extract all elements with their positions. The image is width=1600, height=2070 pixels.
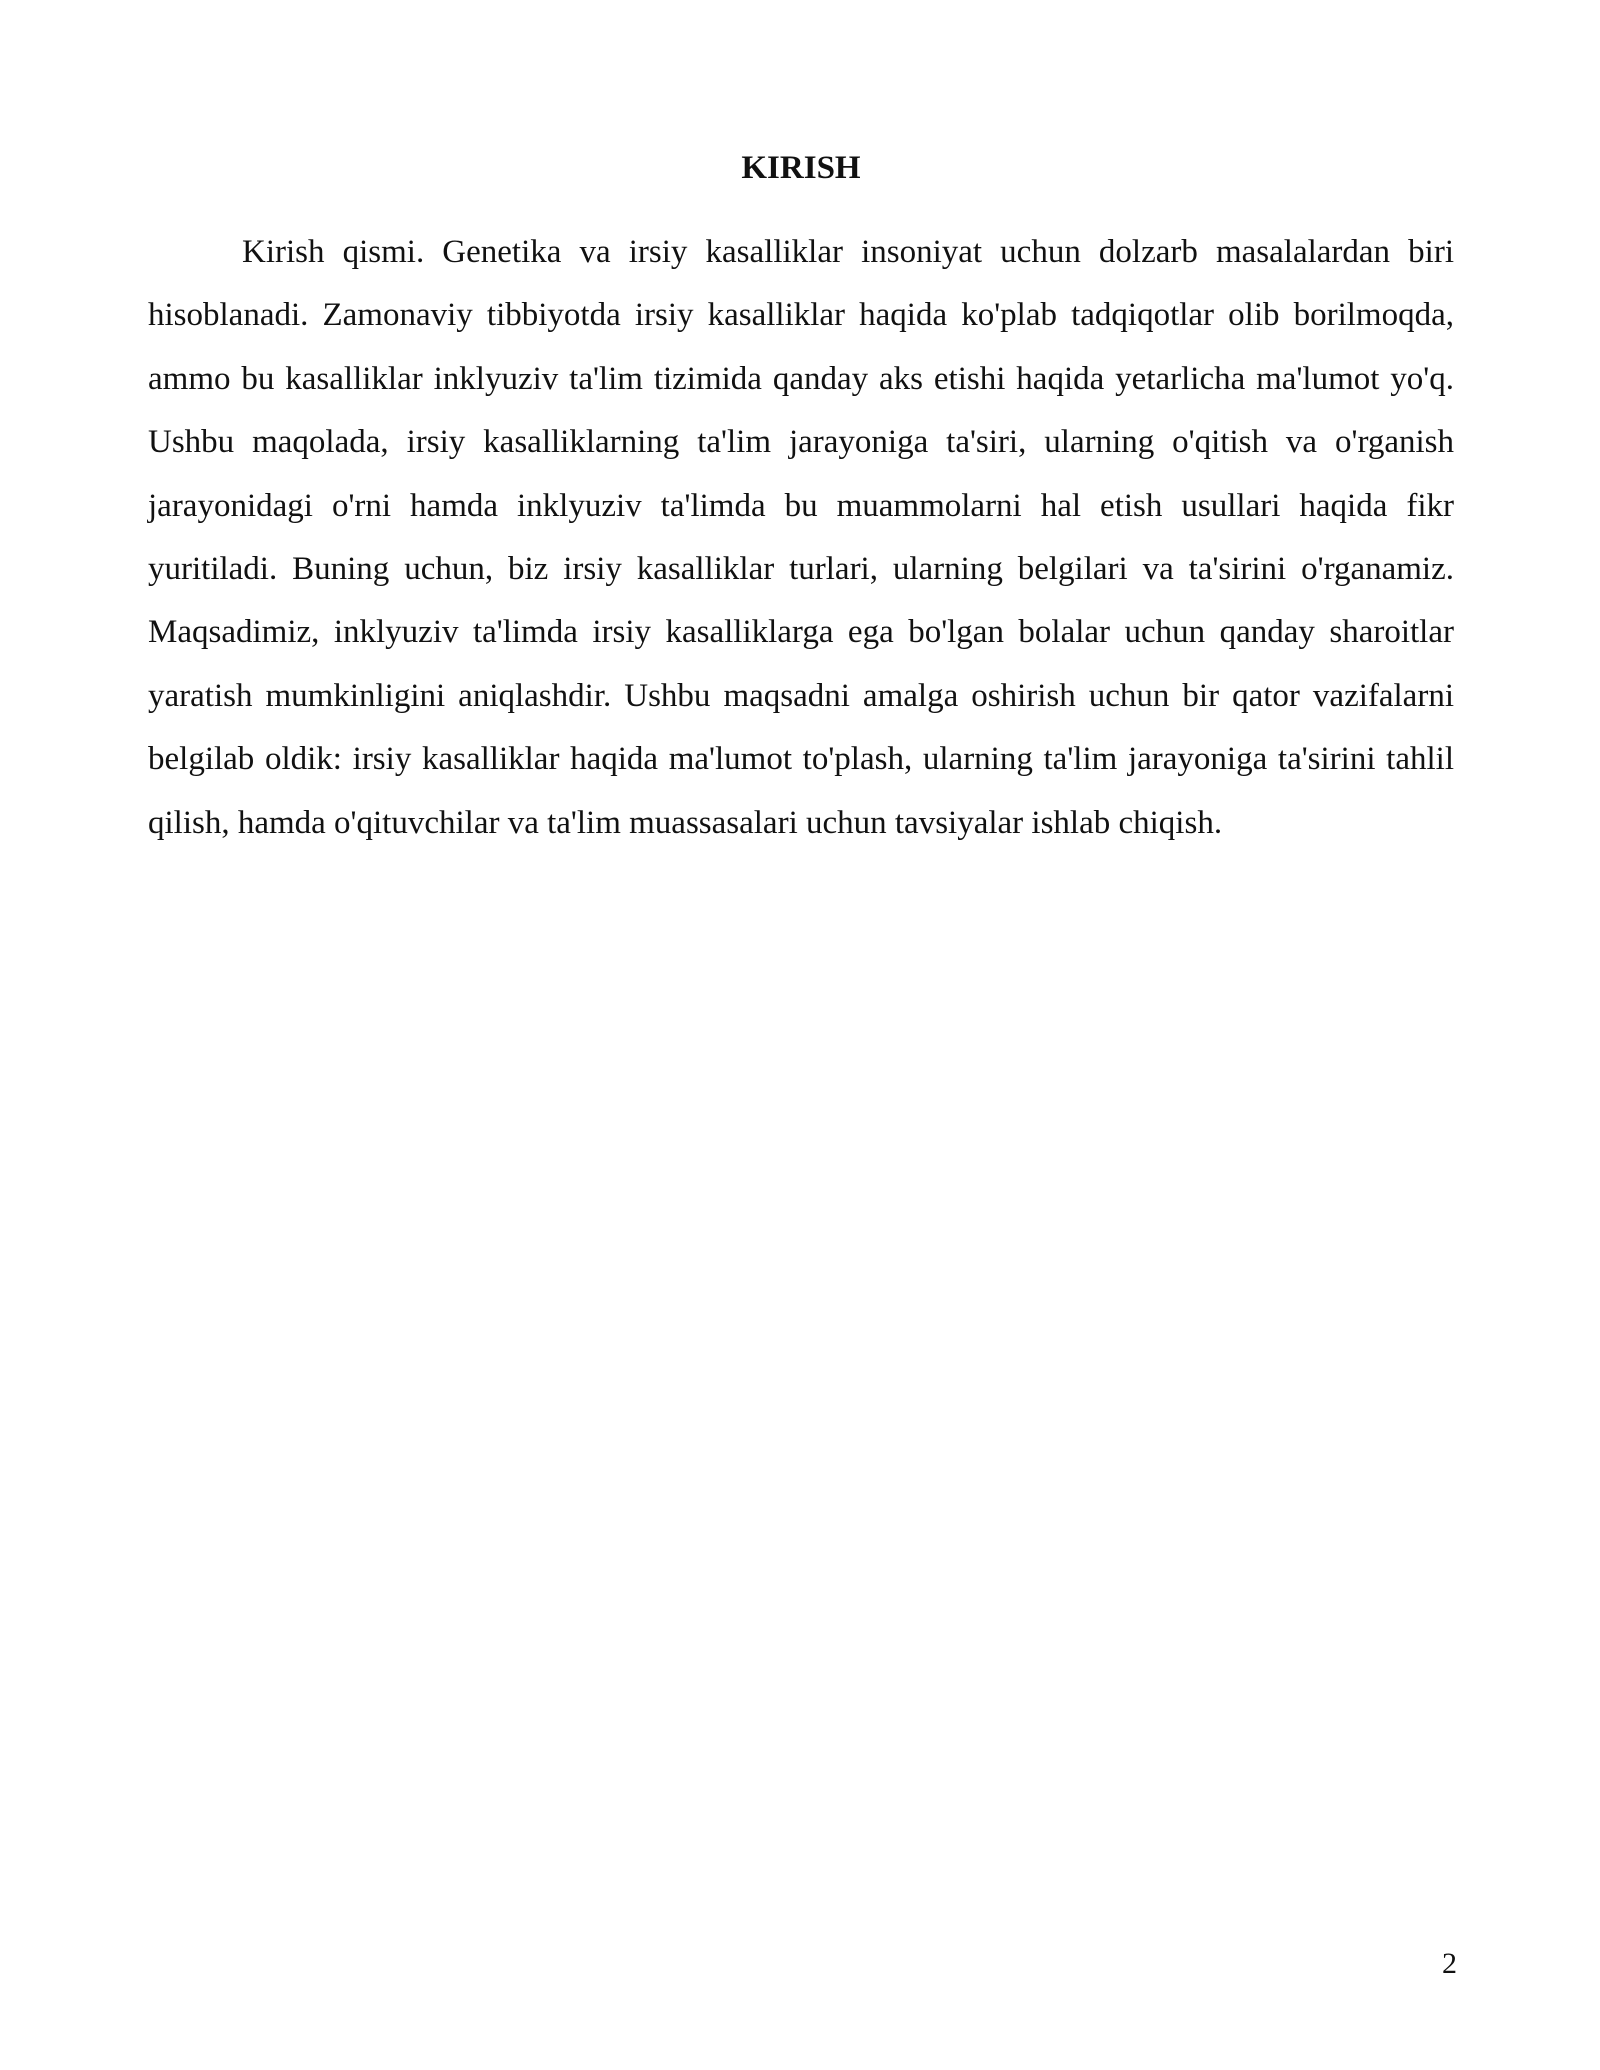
page-number: 2 <box>1442 1947 1457 1980</box>
body-paragraph: Kirish qismi. Genetika va irsiy kasalliklar insoniyat uchun dolzarb masalalardan biri hisoblanadi. Zamonaviy tibbiyotda irsiy kasalliklar haqida ko'plab tadqiqotlar olib borilmoqda, ammo bu kasalliklar inklyuziv ta'lim tizimida qanday aks etishi haqida yetarlicha ma'lumot yo'q. Ushbu maqolada, irsiy kasalliklarning ta'lim jarayoniga ta'siri, ularning o'qitish va o'rganish jarayonidagi o'rni hamda inklyuziv ta'limda bu muammolarni hal etish usullari haqida fikr yuritiladi. Buning uchun, biz irsiy kasalliklar turlari, ularning belgilari va ta'sirini o'rganamiz. Maqsadimiz, inklyuziv ta'limda irsiy kasalliklarga ega bo'lgan bolalar uchun qanday sharoitlar yaratish mumkinligini aniqlashdir. Ushbu maqsadni amalga oshirish uchun bir qator vazifalarni belgilab oldik: irsiy kasalliklar haqida ma'lumot to'plash, ularning ta'lim jarayoniga ta'sirini tahlil qilish, hamda o'qituvchilar va ta'lim muassasalari uchun tavsiyalar ishlab chiqish. <box>148 234 1454 841</box>
page-title: KIRISH <box>741 150 861 186</box>
